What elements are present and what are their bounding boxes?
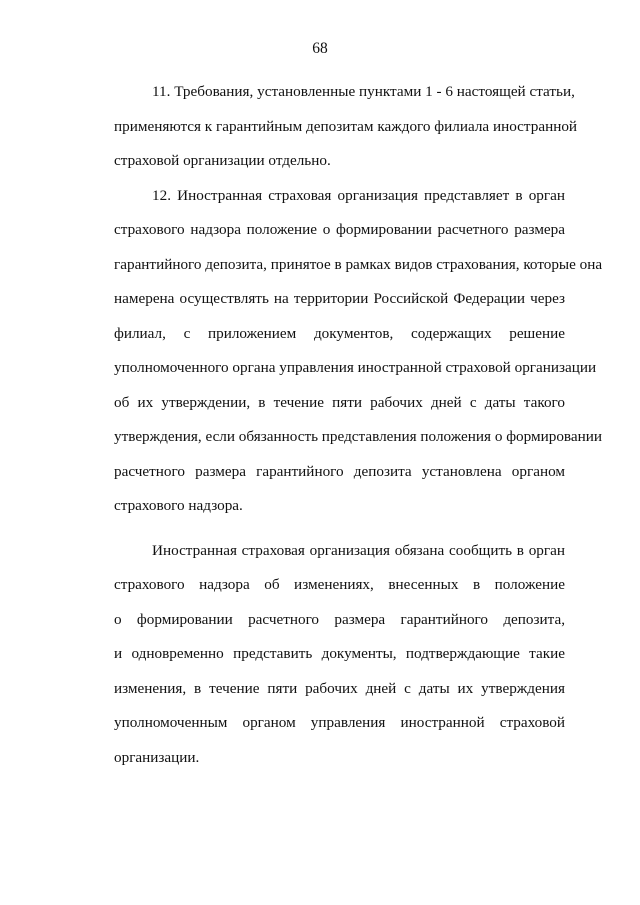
paragraph-line: Иностранная страховая организация обязана сообщить в орган <box>152 541 565 559</box>
document-body <box>76 75 603 775</box>
paragraph-line: организации. <box>114 748 200 766</box>
paragraph-spacer <box>76 524 565 534</box>
paragraph-line: страхового надзора. <box>114 497 243 514</box>
paragraph-line: об их утверждении, в течение пяти рабочих дней с даты такого <box>114 393 565 411</box>
paragraph-amendments <box>76 534 565 776</box>
paragraph-line: и одновременно представить документы, подтверждающие такие <box>114 645 565 662</box>
paragraph-line: 12. Иностранная страховая организация представляет в орган <box>152 186 565 204</box>
paragraph-line: изменения, в течение пяти рабочих дней с даты их утверждения <box>114 679 565 697</box>
page-number: 68 <box>312 40 328 57</box>
paragraph-line: уполномоченного органа управления иностранной страховой организации <box>114 359 597 376</box>
paragraph-11 <box>76 75 578 179</box>
paragraph-line: применяются к гарантийным депозитам каждого филиала иностранной <box>114 117 578 135</box>
paragraph-line: расчетного размера гарантийного депозита установлена органом <box>114 462 565 480</box>
paragraph-line: филиал, с приложением документов, содержащих решение <box>114 324 565 342</box>
paragraph-line: страховой организации отдельно. <box>114 152 331 169</box>
paragraph-line: намерена осуществлять на территории Российской Федерации через <box>114 290 565 307</box>
paragraph-line: страхового надзора об изменениях, внесенных в положение <box>114 576 565 593</box>
paragraph-line: уполномоченным органом управления иностранной страховой <box>114 714 565 731</box>
paragraph-line: страхового надзора положение о формировании расчетного размера <box>114 221 565 238</box>
paragraph-line: о формировании расчетного размера гарантийного депозита, <box>114 610 565 628</box>
paragraph-line: утверждения, если обязанность представления положения о формировании <box>114 428 603 445</box>
paragraph-line: 11. Требования, установленные пунктами 1 - 6 настоящей статьи, <box>152 83 575 100</box>
paragraph-12 <box>76 179 603 524</box>
paragraph-line: гарантийного депозита, принятое в рамках видов страхования, которые она <box>114 255 603 273</box>
